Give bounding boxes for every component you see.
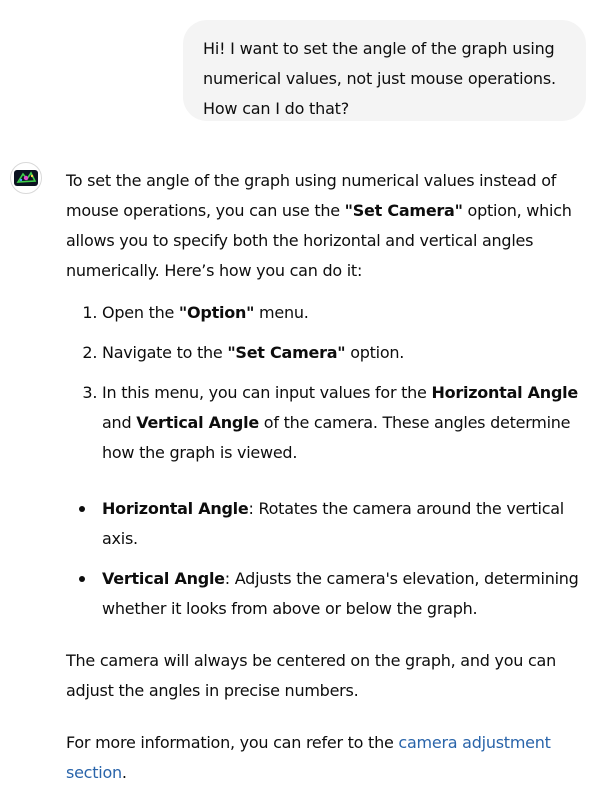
camera-adjustment-link[interactable]: camera adjustment section bbox=[66, 733, 551, 782]
assistant-message bbox=[66, 166, 596, 788]
step-item: 1. Open the "Option" menu. bbox=[102, 298, 596, 328]
bullet-item: Vertical Angle: Adjusts the camera's elevation, determining whether it looks from above or below the graph. bbox=[102, 564, 596, 624]
more-info-paragraph: For more information, you can refer to the camera adjustment section. bbox=[66, 733, 551, 782]
centered-paragraph: The camera will always be centered on the graph, and you can adjust the angles in precise numbers. bbox=[66, 651, 556, 700]
steps-list bbox=[66, 298, 596, 468]
app-logo-icon bbox=[12, 164, 40, 192]
bullet-item: Horizontal Angle: Rotates the camera around the vertical axis. bbox=[102, 494, 596, 554]
step-item: 2. Navigate to the "Set Camera" option. bbox=[102, 338, 596, 368]
user-message-bubble bbox=[183, 20, 586, 121]
user-message-text: Hi! I want to set the angle of the graph using numerical values, not just mouse operations. How can I do that? bbox=[203, 39, 556, 118]
bullet-list bbox=[66, 494, 596, 624]
step-item: 3. In this menu, you can input values for the Horizontal Angle and Vertical Angle of the camera. These angles determine how the graph is viewed. bbox=[102, 378, 596, 468]
set-camera-bold: "Set Camera" bbox=[344, 201, 463, 220]
intro-paragraph: To set the angle of the graph using numerical values instead of mouse operations, you can use the "Set Camera" option, which allows you to specify both the horizontal and vertical angles numerically. Here’s how you can do it: bbox=[66, 171, 572, 280]
assistant-avatar bbox=[10, 162, 42, 194]
